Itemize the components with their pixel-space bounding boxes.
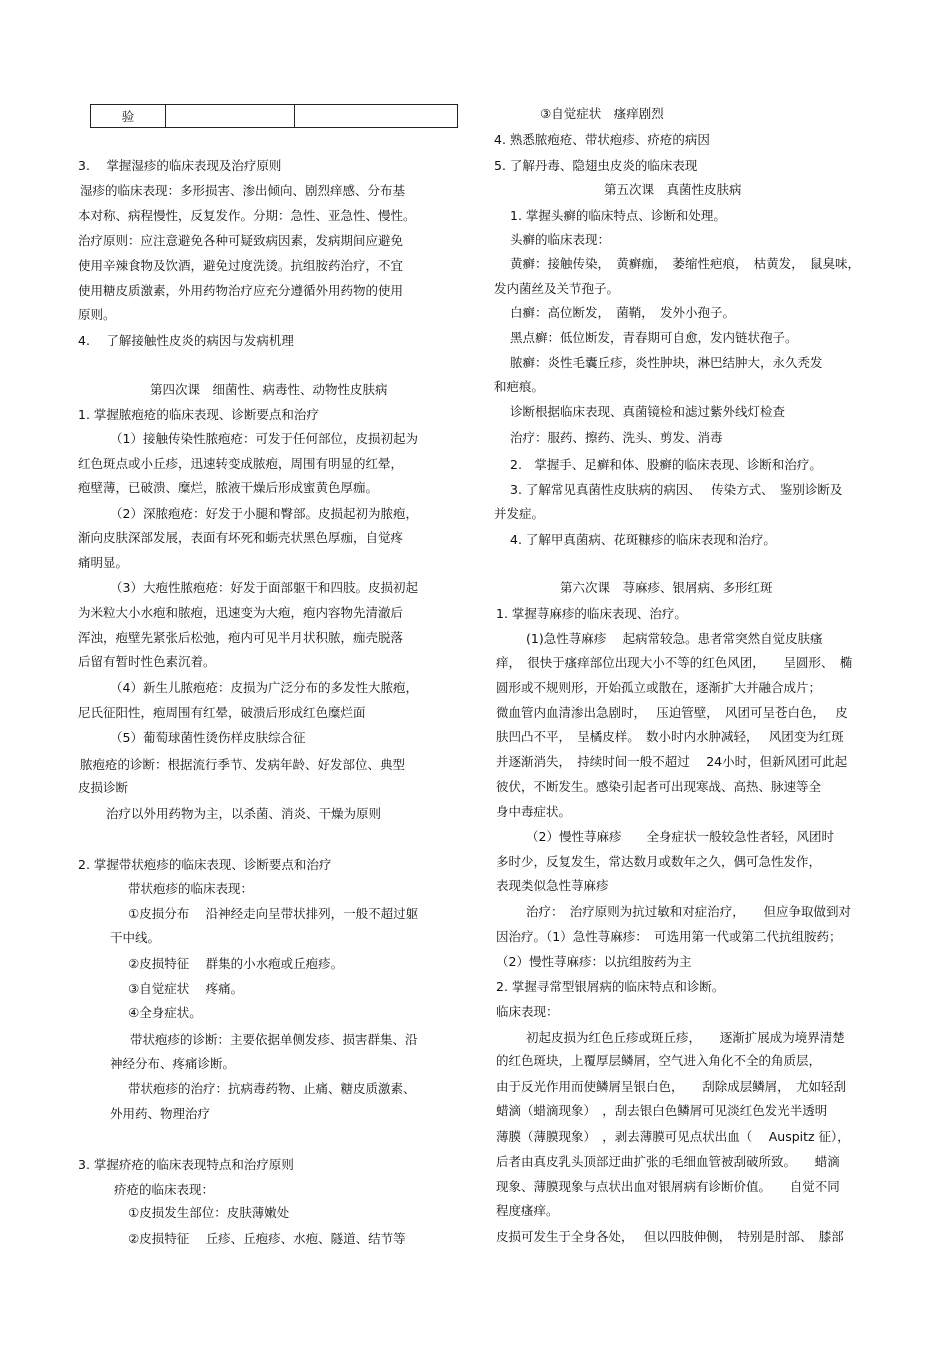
text-line: 带状疱疹的治疗：抗病毒药物、止痛、糖皮质激素、: [128, 1081, 416, 1096]
text-line: 使用辛辣食物及饮酒，避免过度洗烫。抗组胺药治疗，不宜: [78, 258, 404, 273]
text-line: 圆形或不规则形，开始孤立或散在，逐渐扩大并融合成片；: [496, 680, 822, 695]
text-line: ③自觉症状 瘙痒剧烈: [540, 106, 664, 121]
text-line: ②皮损特征 群集的小水疱或丘疱疹。: [128, 956, 344, 971]
section-heading: 第四次课 细菌性、病毒性、动物性皮肤病: [150, 382, 388, 397]
text-line: 1. 掌握荨麻疹的临床表现、治疗。: [496, 606, 687, 621]
text-line: 4. 熟悉脓疱疮、带状疱疹、疥疮的病因: [494, 132, 710, 147]
text-line: 疱壁薄，已破溃、糜烂，脓液干燥后形成蜜黄色厚痂。: [78, 480, 379, 495]
text-line: 脓疱疮的诊断：根据流行季节、发病年龄、好发部位、典型: [80, 757, 406, 772]
section-heading: 第六次课 荨麻疹、银屑病、多形红斑: [560, 580, 773, 595]
text-line: 微血管内血清渗出急剧时， 压迫管壁， 风团可呈苍白色， 皮: [496, 705, 848, 720]
text-line: 1. 掌握头癣的临床特点、诊断和处理。: [510, 208, 726, 223]
text-line: 本对称、病程慢性，反复发作。分期：急性、亚急性、慢性。: [78, 208, 416, 223]
text-line: 和疤痕。: [494, 379, 545, 394]
text-line: （1）接触传染性脓疱疮：可发于任何部位，皮损初起为: [110, 431, 418, 446]
text-line: 疥疮的临床表现：: [114, 1182, 215, 1197]
text-line: 外用药、物理治疗: [110, 1106, 211, 1121]
text-line: 因治疗。（1）急性荨麻疹： 可选用第一代或第二代抗组胺药；: [496, 929, 842, 944]
text-line: ①皮损分布 沿神经走向呈带状排列，一般不超过躯: [128, 906, 419, 921]
text-line: （3）大疱性脓疱疮：好发于面部躯干和四肢。皮损初起: [110, 580, 418, 595]
text-line: 4. 了解甲真菌病、花斑糠疹的临床表现和治疗。: [510, 532, 776, 547]
text-line: 肤凹凸不平， 呈橘皮样。 数小时内水肿减轻， 风团变为红斑: [496, 729, 844, 744]
text-line: 痒， 很快于瘙痒部位出现大小不等的红色风团， 呈圆形、 椭: [496, 655, 853, 670]
text-line: 现象、薄膜现象与点状出血对银屑病有诊断价值。 自觉不同: [496, 1179, 840, 1194]
text-line: 尼氏征阳性，疱周围有红晕，破溃后形成红色糜烂面: [78, 705, 366, 720]
text-line: 程度瘙痒。: [496, 1203, 559, 1218]
text-line: 2. 掌握手、足癣和体、股癣的临床表现、诊断和治疗。: [510, 457, 822, 472]
text-line: 初起皮损为红色丘疹或斑丘疹， 逐渐扩展成为境界清楚: [526, 1030, 845, 1045]
table-cell: [295, 105, 458, 128]
text-line: 原则。: [78, 307, 116, 322]
text-line: 2. 掌握寻常型银屑病的临床特点和诊断。: [496, 979, 725, 994]
header-table: [90, 104, 458, 128]
text-line: 使用糖皮质激素，外用药物治疗应充分遵循外用药物的使用: [78, 283, 404, 298]
text-line: (1)急性荨麻疹 起病常较急。患者常突然自觉皮肤瘙: [526, 631, 823, 646]
text-line: ④全身症状。: [128, 1005, 202, 1020]
text-line: 3. 掌握疥疮的临床表现特点和治疗原则: [78, 1157, 294, 1172]
text-line: 发内菌丝及关节孢子。: [494, 281, 620, 296]
text-line: ③自觉症状 疼痛。: [128, 981, 244, 996]
text-line: 彼伏，不断发生。感染引起者可出现寒战、高热、脉速等全: [496, 779, 822, 794]
table-cell: 验: [91, 105, 166, 128]
text-line: （2）深脓疱疮：好发于小腿和臀部。皮损起初为脓疱，: [110, 506, 418, 521]
text-line: ①皮损发生部位：皮肤薄嫩处: [128, 1205, 290, 1220]
text-line: 身中毒症状。: [496, 804, 572, 819]
text-line: 并逐渐消失， 持续时间一般不超过 24小时，但新风团可此起: [496, 754, 848, 769]
text-line: 为米粒大小水疱和脓疱，迅速变为大疱，疱内容物先清澈后: [78, 605, 404, 620]
text-line: 渐向皮肤深部发展，表面有坏死和蛎壳状黑色厚痂，自觉疼: [78, 530, 404, 545]
text-line: 3. 掌握湿疹的临床表现及治疗原则: [78, 158, 282, 173]
text-line: 黑点癣：低位断发，青春期可自愈，发内链状孢子。: [510, 330, 798, 345]
text-line: （2）慢性荨麻疹：以抗组胺药为主: [496, 954, 692, 969]
text-line: 治疗：服药、擦药、洗头、剪发、消毒: [510, 430, 723, 445]
text-line: 脓癣：炎性毛囊丘疹，炎性肿块，淋巴结肿大，永久秃发: [510, 355, 823, 370]
text-line: 白癣：高位断发， 菌鞘， 发外小孢子。: [510, 305, 736, 320]
text-line: 薄膜（薄膜现象） ，剥去薄膜可见点状出血（ Auspitz 征），: [496, 1129, 850, 1144]
text-line: 5. 了解丹毒、隐翅虫皮炎的临床表现: [494, 158, 698, 173]
text-line: 皮损诊断: [78, 780, 129, 795]
text-line: 后者由真皮乳头顶部迂曲扩张的毛细血管被刮破所致。 蜡滴: [496, 1154, 840, 1169]
text-line: （4）新生儿脓疱疮：皮损为广泛分布的多发性大脓疱，: [110, 680, 418, 695]
text-line: 临床表现：: [496, 1004, 559, 1019]
text-line: 痛明显。: [78, 555, 129, 570]
text-line: 1. 掌握脓疱疮的临床表现、诊断要点和治疗: [78, 407, 319, 422]
text-line: 浑浊，疱壁先紧张后松弛，疱内可见半月状积脓，痂壳脱落: [78, 630, 404, 645]
text-line: 红色斑点或小丘疹，迅速转变成脓疱，周围有明显的红晕，: [78, 456, 404, 471]
text-line: 4. 了解接触性皮炎的病因与发病机理: [78, 333, 294, 348]
text-line: 2. 掌握带状疱疹的临床表现、诊断要点和治疗: [78, 857, 332, 872]
text-line: （5）葡萄球菌性烫伤样皮肤综合征: [110, 730, 306, 745]
text-line: 治疗原则：应注意避免各种可疑致病因素，发病期间应避免: [78, 233, 404, 248]
text-line: 蜡滴（蜡滴现象） ，刮去银白色鳞屑可见淡红色发光半透明: [496, 1103, 828, 1118]
text-line: 3. 了解常见真菌性皮肤病的病因、 传染方式、 鉴别诊断及: [510, 482, 843, 497]
text-line: 治疗以外用药物为主，以杀菌、消炎、干燥为原则: [106, 806, 382, 821]
text-line: 治疗： 治疗原则为抗过敏和对症治疗， 但应争取做到对: [526, 904, 852, 919]
text-line: 带状疱疹的临床表现：: [128, 881, 254, 896]
text-line: 诊断根据临床表现、真菌镜检和滤过紫外线灯检查: [510, 404, 786, 419]
text-line: 由于反光作用而使鳞屑呈银白色， 刮除成层鳞屑， 尤如轻刮: [496, 1079, 847, 1094]
text-line: ②皮损特征 丘疹、丘疱疹、水疱、隧道、结节等: [128, 1231, 406, 1246]
text-line: 黄癣：接触传染， 黄癣痂， 萎缩性疤痕， 枯黄发， 鼠臭味，: [510, 256, 861, 271]
text-line: 并发症。: [494, 506, 545, 521]
text-line: 干中线。: [110, 930, 161, 945]
text-line: （2）慢性荨麻疹 全身症状一般较急性者轻，风团时: [526, 829, 834, 844]
table-cell: [166, 105, 295, 128]
text-line: 表现类似急性荨麻疹: [496, 878, 609, 893]
text-line: 头癣的临床表现：: [510, 232, 611, 247]
text-line: 湿疹的临床表现：多形损害、渗出倾向、剧烈痒感、分布基: [80, 183, 406, 198]
text-line: 神经分布、疼痛诊断。: [110, 1056, 236, 1071]
text-line: 带状疱疹的诊断：主要依据单侧发疹、损害群集、沿: [130, 1032, 418, 1047]
text-line: 多时少，反复发生，常达数月或数年之久，偶可急性发作，: [496, 854, 822, 869]
text-line: 后留有暂时性色素沉着。: [78, 654, 216, 669]
text-line: 皮损可发生于全身各处， 但以四肢伸侧， 特别是肘部、 膝部: [496, 1229, 844, 1244]
section-heading: 第五次课 真菌性皮肤病: [604, 182, 742, 197]
text-line: 的红色斑块，上覆厚层鳞屑，空气进入角化不全的角质层，: [496, 1053, 822, 1068]
